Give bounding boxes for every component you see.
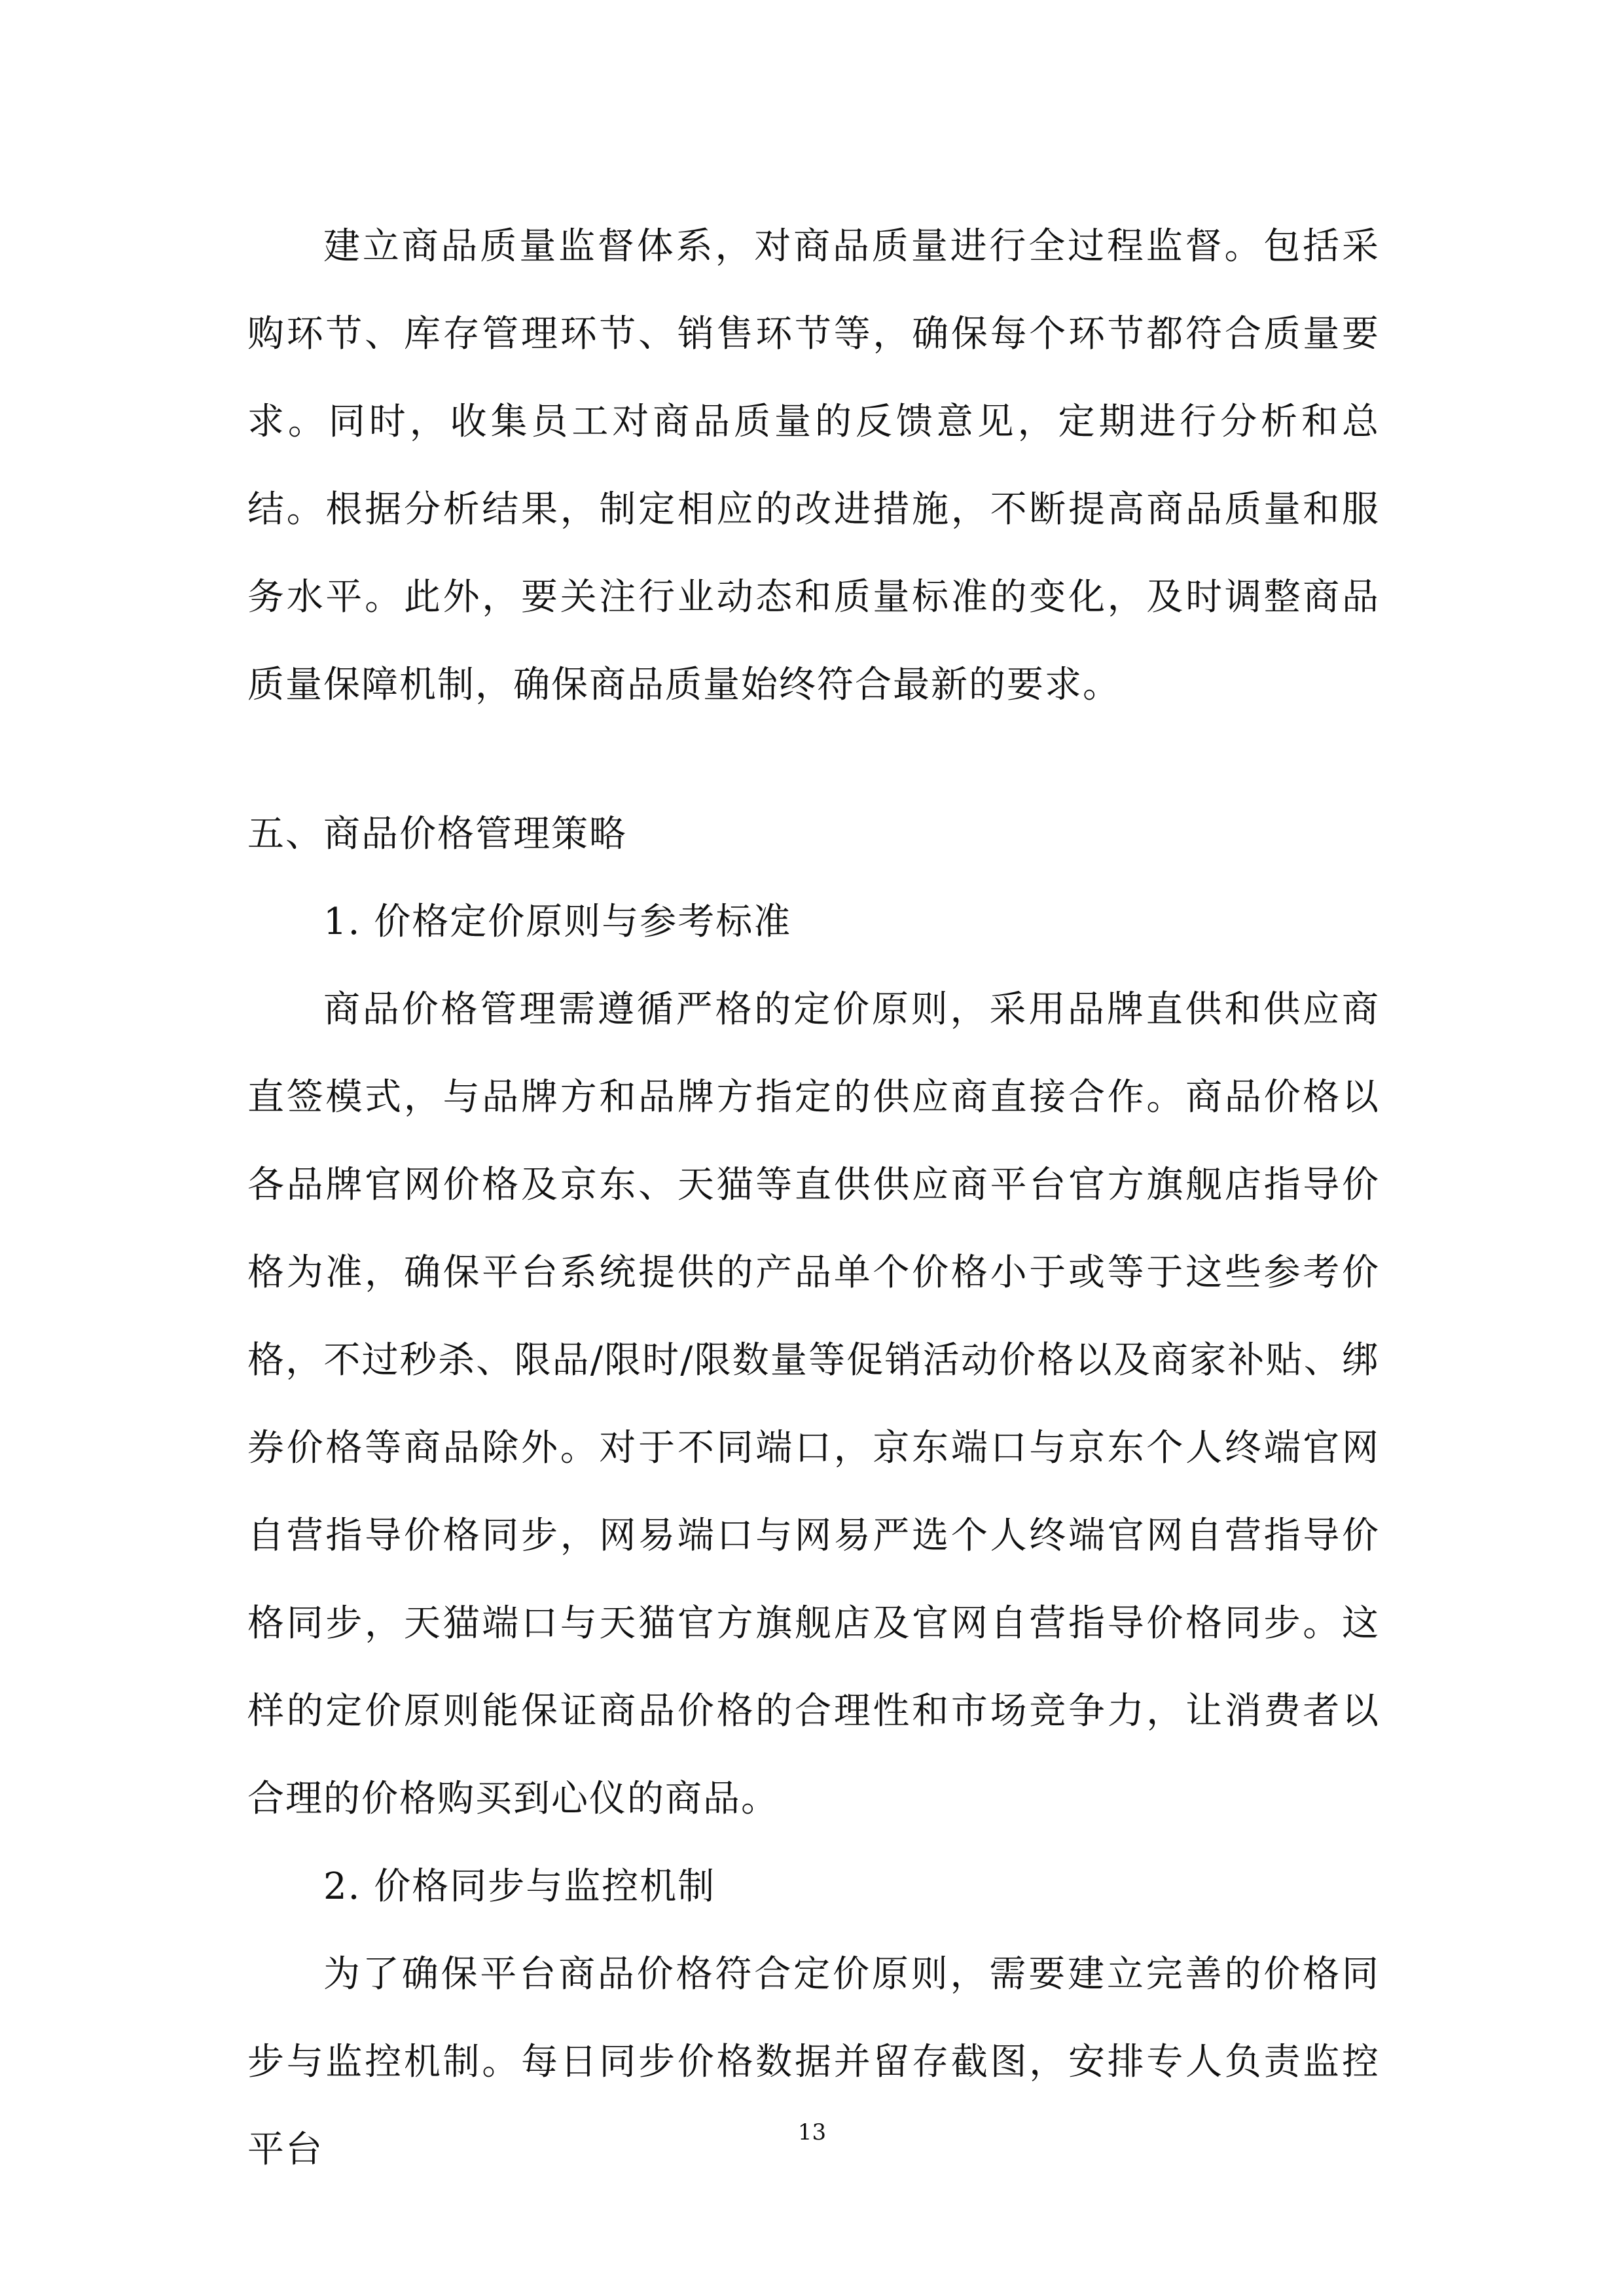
subheading-price-monitoring: 2. 价格同步与监控机制: [323, 1865, 716, 1908]
subheading-pricing-principles: 1. 价格定价原则与参考标准: [323, 901, 792, 943]
page-number: 13: [797, 2119, 827, 2145]
pricing-principles-paragraph: 商品价格管理需遵循严格的定价原则，采用品牌直供和供应商直签模式，与品牌方和品牌方指定的供应商直接合作。商品价格以各品牌官网价格及京东、天猫等直供供应商平台官方旗舰店指导价格为准，确保平台系统提供的产品单个价格小于或等于这些参考价格，不过秒杀、限品/限时/限数量等促销活动价格以及商家补贴、绑券价格等商品除外。对于不同端口，京东端口与京东个人终端官网自营指导价格同步，网易端口与网易严选个人终端官网自营指导价格同步，天猫端口与天猫官方旗舰店及官网自营指导价格同步。这样的定价原则能保证商品价格的合理性和市场竞争力，让消费者以合理的价格购买到心仪的商品。: [247, 988, 1380, 1820]
page-content: [247, 203, 1380, 2194]
section-heading: 五、商品价格管理策略: [247, 813, 627, 855]
price-monitoring-paragraph: 为了确保平台商品价格符合定价原则，需要建立完善的价格同步与监控机制。每日同步价格数据并留存截图，安排专人负责监控平台: [247, 1953, 1380, 2171]
quality-supervision-paragraph: 建立商品质量监督体系，对商品质量进行全过程监督。包括采购环节、库存管理环节、销售环节等，确保每个环节都符合质量要求。同时，收集员工对商品质量的反馈意见，定期进行分析和总结。根据分析结果，制定相应的改进措施，不断提高商品质量和服务水平。此外，要关注行业动态和质量标准的变化，及时调整商品质量保障机制，确保商品质量始终符合最新的要求。: [247, 225, 1380, 706]
section-gap: [247, 729, 1380, 791]
